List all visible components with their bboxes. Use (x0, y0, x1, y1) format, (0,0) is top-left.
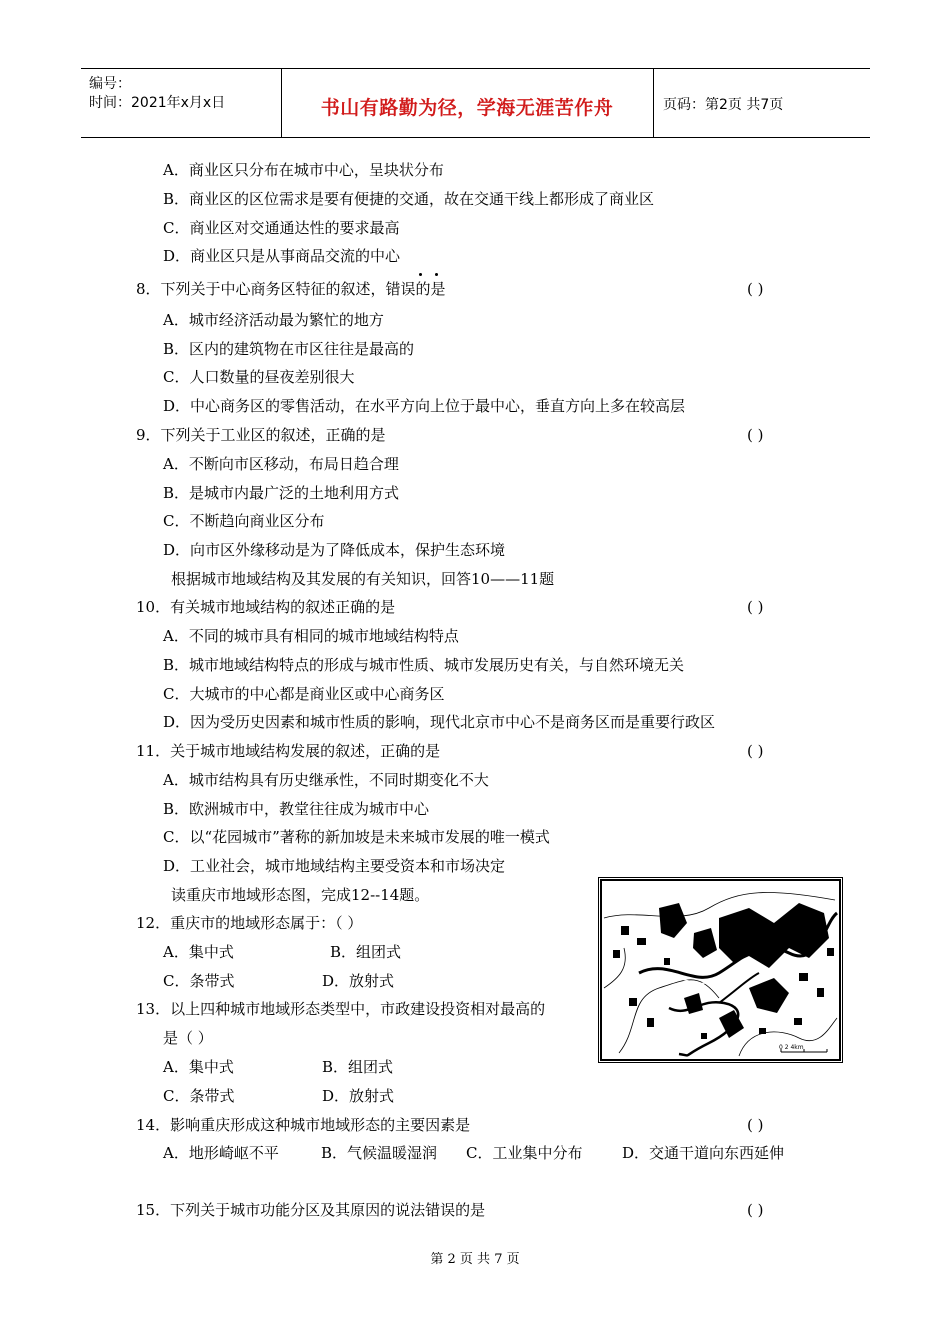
q13-option-b: B．组团式 (322, 1058, 394, 1076)
intro-10-11: 根据城市地域结构及其发展的有关知识，回答10——11题 (171, 570, 555, 588)
q8-stem: 8．下列关于中心商务区特征的叙述，错误的是 (136, 280, 446, 298)
chongqing-map-graphic (599, 878, 842, 1062)
q10-answer-blank: ( ) (747, 598, 764, 616)
q10-option-b: B．城市地域结构特点的形成与城市性质、城市发展历史有关，与自然环境无关 (163, 656, 685, 674)
time-label: 时间：2021年x月x日 (89, 95, 226, 111)
q10-option-d: D．因为受历史因素和城市性质的影响，现代北京市中心不是商务区而是重要行政区 (163, 713, 716, 731)
q12-option-b: B．组团式 (330, 943, 402, 961)
q12-option-c: C．条带式 (163, 972, 235, 990)
q13-option-d: D．放射式 (322, 1087, 395, 1105)
chongqing-map-figure (598, 877, 843, 1063)
code-label: 编号： (89, 76, 131, 92)
q11-stem: 11．关于城市地域结构发展的叙述，正确的是 (136, 742, 441, 760)
q8-answer-blank: ( ) (747, 280, 764, 298)
q7-option-c: C．商业区对交通通达性的要求最高 (163, 219, 400, 237)
q14-answer-blank: ( ) (747, 1116, 764, 1134)
intro-12-14: 读重庆市地域形态图，完成12--14题。 (171, 886, 430, 904)
q8-option-b: B．区内的建筑物在市区往往是最高的 (163, 340, 415, 358)
q9-answer-blank: ( ) (747, 426, 764, 444)
q7-option-b: B．商业区的区位需求是要有便捷的交通，故在交通干线上都形成了商业区 (163, 190, 655, 208)
q14-option-a: A．地形崎岖不平 (163, 1144, 279, 1162)
q11-answer-blank: ( ) (747, 742, 764, 760)
map-scale-label: 0 2 4km (779, 1044, 804, 1051)
q12-option-d: D．放射式 (322, 972, 395, 990)
q9-option-d: D．向市区外缘移动是为了降低成本，保护生态环境 (163, 541, 506, 559)
motto: 书山有路勤为径，学海无涯苦作舟 (320, 97, 614, 119)
emphasis-dot (435, 273, 438, 276)
q14-option-b: B．气候温暖湿润 (321, 1144, 438, 1162)
q7-option-d: D．商业区只是从事商品交流的中心 (163, 247, 401, 265)
q8-option-a: A．城市经济活动最为繁忙的地方 (163, 311, 384, 329)
q9-option-c: C．不断趋向商业区分布 (163, 512, 325, 530)
q11-option-c: C．以“花园城市”著称的新加坡是未来城市发展的唯一模式 (163, 828, 550, 846)
q10-stem: 10．有关城市地域结构的叙述正确的是 (136, 598, 396, 616)
page-code: 页码：第2页 共7页 (663, 97, 784, 113)
q12-option-a: A．集中式 (163, 943, 234, 961)
q14-option-c: C．工业集中分布 (466, 1144, 583, 1162)
q10-option-c: C．大城市的中心都是商业区或中心商务区 (163, 685, 445, 703)
emphasis-dot (419, 273, 422, 276)
q11-option-a: A．城市结构具有历史继承性，不同时期变化不大 (163, 771, 489, 789)
q14-option-d: D．交通干道向东西延伸 (622, 1144, 785, 1162)
q14-stem: 14．影响重庆形成这种城市地域形态的主要因素是 (136, 1116, 471, 1134)
q7-option-a: A．商业区只分布在城市中心，呈块状分布 (163, 161, 444, 179)
q13-stem-line1: 13．以上四种城市地域形态类型中，市政建设投资相对最高的 (136, 1000, 546, 1018)
header-page-cell (653, 69, 870, 137)
q11-option-d: D．工业社会，城市地域结构主要受资本和市场决定 (163, 857, 506, 875)
q15-stem: 15．下列关于城市功能分区及其原因的说法错误的是 (136, 1201, 486, 1219)
page-header (81, 68, 870, 138)
q15-answer-blank: ( ) (747, 1201, 764, 1219)
q13-stem-line2: 是（ ） (163, 1029, 213, 1047)
q8-option-c: C．人口数量的昼夜差别很大 (163, 368, 355, 386)
q13-option-a: A．集中式 (163, 1058, 234, 1076)
page-footer: 第 2 页 共 7 页 (430, 1252, 520, 1267)
q9-stem: 9．下列关于工业区的叙述，正确的是 (136, 426, 386, 444)
header-meta-cell (81, 69, 282, 137)
q9-option-a: A．不断向市区移动，布局日趋合理 (163, 455, 399, 473)
q12-stem: 12．重庆市的地域形态属于：（ ） (136, 914, 363, 932)
header-motto-cell (281, 69, 654, 137)
q8-option-d: D．中心商务区的零售活动，在水平方向上位于最中心，垂直方向上多在较高层 (163, 397, 686, 415)
q9-option-b: B．是城市内最广泛的土地利用方式 (163, 484, 400, 502)
q10-option-a: A．不同的城市具有相同的城市地域结构特点 (163, 627, 459, 645)
q11-option-b: B．欧洲城市中，教堂往往成为城市中心 (163, 800, 430, 818)
q13-option-c: C．条带式 (163, 1087, 235, 1105)
